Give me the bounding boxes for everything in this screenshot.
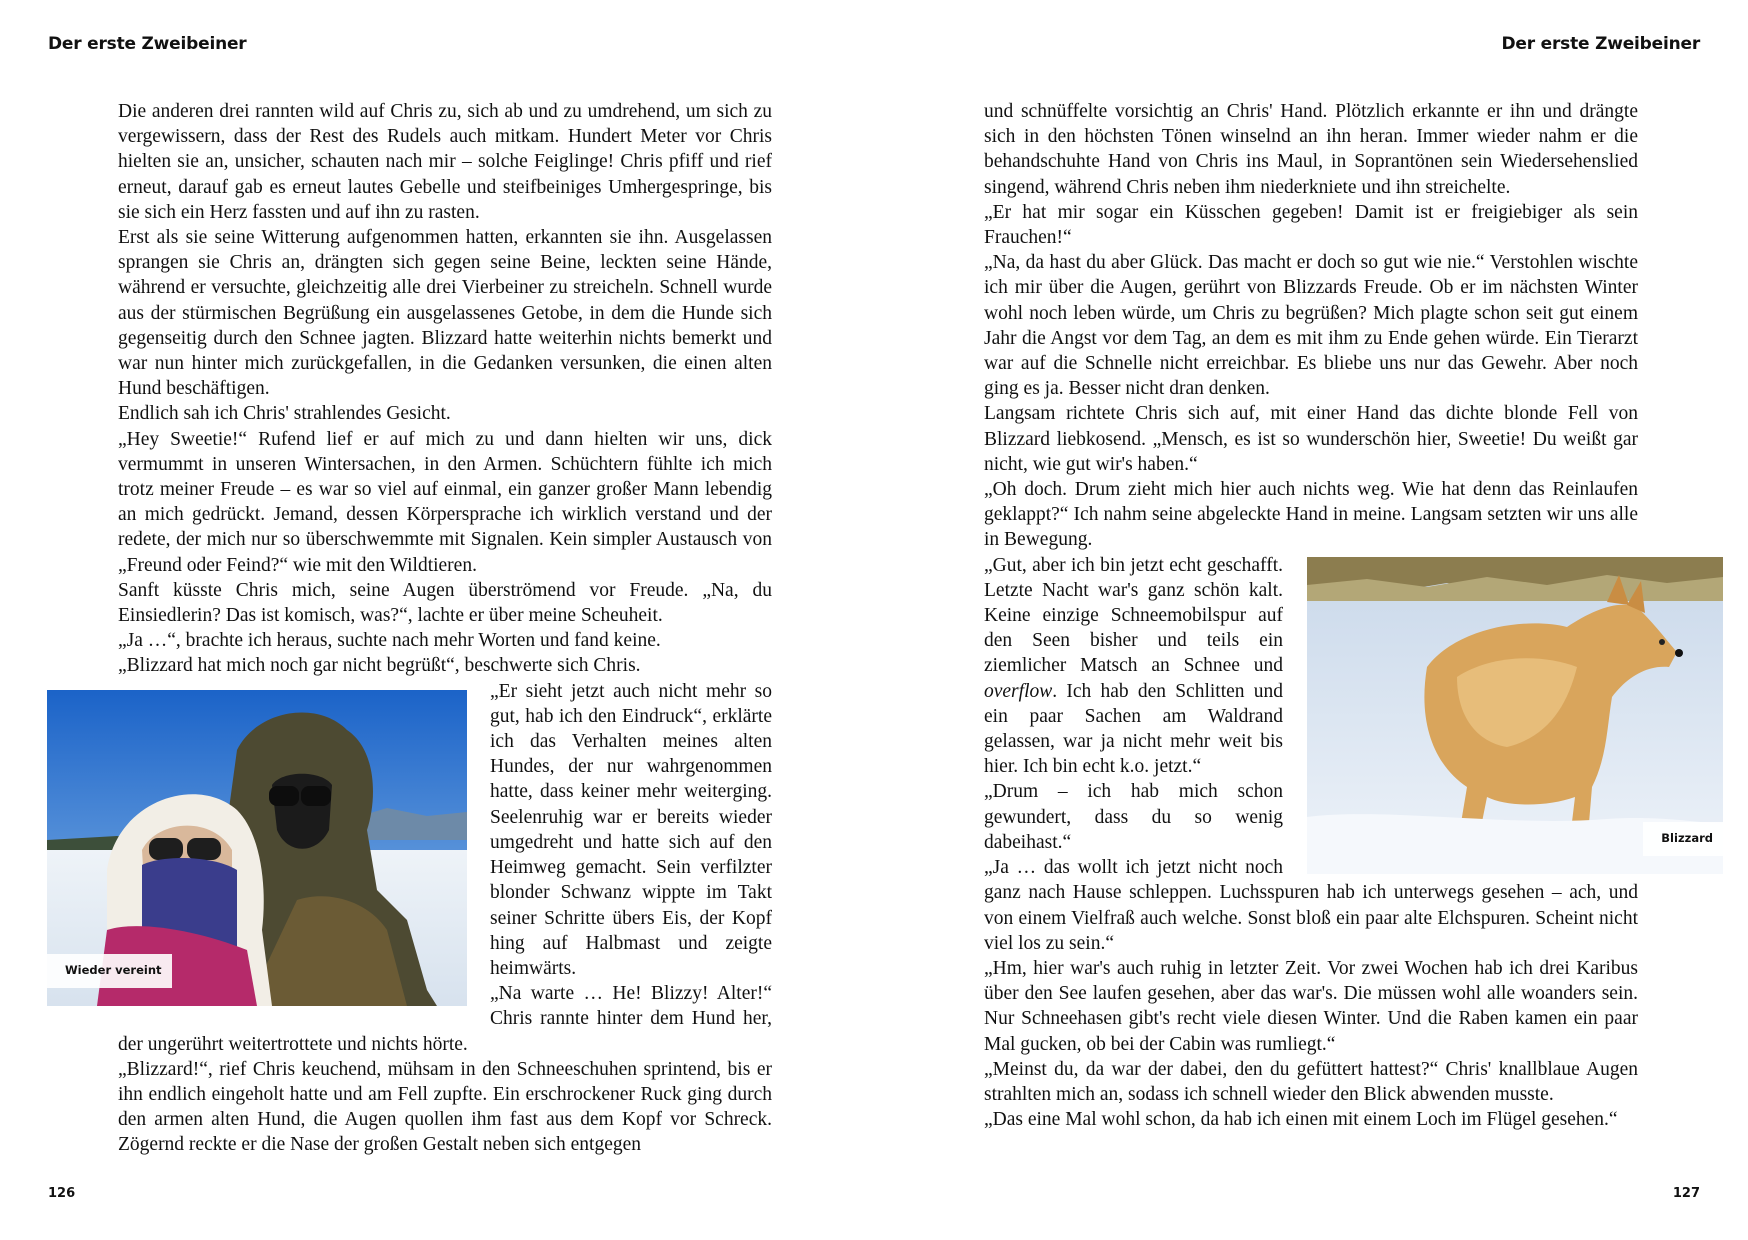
italic-term: overflow xyxy=(984,680,1053,702)
paragraph: „Meinst du, da war der dabei, den du gefüttert hattest?“ Chris' knallblaue Augen strahlten mich an, sodass ich schnell wieder den Blick abwenden musste. xyxy=(984,1058,1638,1105)
paragraph: „Hey Sweetie!“ Rufend lief er auf mich zu und dann hielten wir uns, dick vermummt in unseren Wintersachen, in den Armen. Schüchtern fühlte ich mich trotz meiner Freude – es war so viel auf einmal, ein ganzer großer Mann lebendig an mich gedrückt. Jemand, dessen Körpersprache ich wirklich verstand und der redete, der mich nur so überschwemmte mit Signalen. Kein simpler Austausch von „Freund oder Feind?“ wie mit den Wildtieren. xyxy=(118,428,772,576)
paragraph: „Ja …“, brachte ich heraus, suchte nach mehr Worten und fand keine. xyxy=(118,630,661,652)
page-number-left: 126 xyxy=(48,1186,76,1201)
photo-blizzard-dog xyxy=(1307,557,1723,874)
right-page xyxy=(874,0,1748,1240)
paragraph: Endlich sah ich Chris' strahlendes Gesicht. xyxy=(118,403,451,425)
paragraph: „Na, da hast du aber Glück. Das macht er doch so gut wie nie.“ Verstohlen wischte ich mir über die Augen, gerührt von Blizzards Freude. Ob er im nächsten Winter wohl noch leben würde, um Chris zu begrüßen? Mich plagte schon seit gut einem Jahr die Angst vor dem Tag, an dem es mit ihm zu Ende gehen würde. Ein Tierarzt war auf die Schnelle nicht erreichbar. Es bliebe uns nur das Gewehr. Aber noch ging es ja. Besser nicht dran denken. xyxy=(984,252,1638,400)
paragraph: Langsam richtete Chris sich auf, mit einer Hand das dichte blonde Fell von Blizzard liebkosend. „Mensch, es ist so wunderschön hier, Sweetie! Du weißt gar nicht, wie gut wir's haben.“ xyxy=(984,403,1638,475)
right-body-text xyxy=(984,99,1713,1132)
paragraph: Sanft küsste Chris mich, seine Augen überströmend vor Freude. „Na, du Einsiedlerin? Das ist komisch, was?“, lachte er über meine Scheuheit. xyxy=(118,579,772,627)
paragraph: „Hm, hier war's auch ruhig in letzter Zeit. Vor zwei Wochen hab ich drei Karibus über den See laufen gesehen, aber das war's. Die müssen wohl alle woanders sein. Nur Schneehasen gibt's recht viele diesen Winter. Und die Raben kamen ein paar Mal gucken, ob bei der Cabin was rumliegt.“ xyxy=(984,957,1638,1055)
photo-reunited-couple xyxy=(47,690,467,1006)
figure-caption-right: Blizzard xyxy=(1643,822,1723,855)
paragraph: „Oh doch. Drum zieht mich hier auch nichts weg. Wie hat denn das Reinlaufen geklappt?“ Ich nahm seine abgeleckte Hand in meine. Langsam setzten wir uns alle in Bewegung. xyxy=(984,479,1638,551)
figure-caption-left: Wieder vereint xyxy=(47,954,172,987)
paragraph: Die anderen drei rannten wild auf Chris zu, sich ab und zu umdrehend, um sich zu vergewissern, dass der Rest des Rudels auch mitkam. Hundert Meter vor Chris hielten sie an, unsicher, schauten nach mir – solche Feiglinge! Chris pfiff und rief erneut, darauf gab es erneut lautes Gebelle und steifbeiniges Umhergespringe, bis sie sich ein Herz fassten und auf ihn zu rasten. xyxy=(118,101,772,223)
page-number-right: 127 xyxy=(1672,1186,1700,1201)
paragraph: „Er hat mir sogar ein Küsschen gegeben! Damit ist er freigiebiger als sein Frauchen!“ xyxy=(984,201,1638,249)
paragraph: und schnüffelte vorsichtig an Chris' Hand. Plötzlich erkannte er ihn und drängte sich in den höchsten Tönen winselnd an ihn heran. Immer wieder nahm er die behandschuhte Hand von Chris ins Maul, in Soprantönen sein Wiedersehenslied singend, während Chris neben ihm niederkniete und ihn streichelte. xyxy=(984,101,1638,198)
paragraph: „Na warte … He! Blizzy! Alter!“ Chris rannte hinter dem Hund her, der ungerührt weitertrottete und nichts hörte. xyxy=(118,983,772,1055)
paragraph: „Das eine Mal wohl schon, da hab ich einen mit einem Loch im Flügel gesehen.“ xyxy=(984,1109,1618,1131)
running-header-right: Der erste Zweibeiner xyxy=(1501,34,1700,54)
paragraph: „Ja … das wollt ich jetzt nicht noch ganz nach Hause schleppen. Luchsspuren hab ich unterwegs gesehen – ach, und von einem Vielfraß auch welche. Sonst bloß ein paar alte Elchspuren. Scheint nicht viel los zu sein.“ xyxy=(984,857,1638,954)
paragraph: „Blizzard hat mich noch gar nicht begrüßt“, beschwerte sich Chris. xyxy=(118,655,641,677)
paragraph: „Blizzard!“, rief Chris keuchend, mühsam in den Schneeschuhen sprintend, bis er ihn endlich eingeholt hatte und am Fell zupfte. Ein erschrockener Ruck ging durch den armen alten Hund, die Augen quollen ihm fast aus dem Kopf vor Schreck. Zögernd reckte er die Nase der großen Gestalt neben sich entgegen xyxy=(118,1058,772,1156)
text-run: . Ich hab den Schlitten und ein paar Sachen am Waldrand gelassen, war ja nicht mehr weit bis hier. Ich bin echt k.o. jetzt.“ xyxy=(984,680,1283,778)
paragraph: Erst als sie seine Witterung aufgenommen hatten, erkannten sie ihn. Ausgelassen sprangen sie Chris an, drängten sich gegen seine Beine, leckten seine Hände, während er versuchte, gleichzeitig alle drei Vierbeiner zu streicheln. Schnell wurde aus der stürmischen Begrüßung ein ausgelassenes Getobe, in dem die Hunde sich gegenseitig durch den Schnee jagten. Blizzard hatte weiterhin nichts bemerkt und war nun hinter mich zurückgefallen, in die Gedanken versunken, die einen alten Hund beschäftigen. xyxy=(118,227,772,400)
paragraph: „Drum – ich hab mich schon gewundert, dass du so wenig dabeihast.“ xyxy=(984,781,1283,853)
text-run: „Gut, aber ich bin jetzt echt geschafft. Letzte Nacht war's ganz schön kalt. Keine einzige Schneemobilspur auf den Seen bisher und teils ein ziemlicher Matsch an Schnee und xyxy=(984,554,1283,677)
left-body-text xyxy=(65,99,772,1158)
paragraph: „Er sieht jetzt auch nicht mehr so gut, hab ich den Eindruck“, erklärte ich das Verhalten meines alten Hundes, der nur wahrgenommen hatte, dass keiner mehr weiterging. Seelenruhig war er bereits wieder umgedreht und hatte sich auf den Heimweg gemacht. Sein verfilzter blonder Schwanz wippte im Takt seiner Schritte übers Eis, der Kopf hing auf Halbmast und zeigte heimwärts. xyxy=(490,680,772,979)
running-header-left: Der erste Zweibeiner xyxy=(48,34,247,54)
